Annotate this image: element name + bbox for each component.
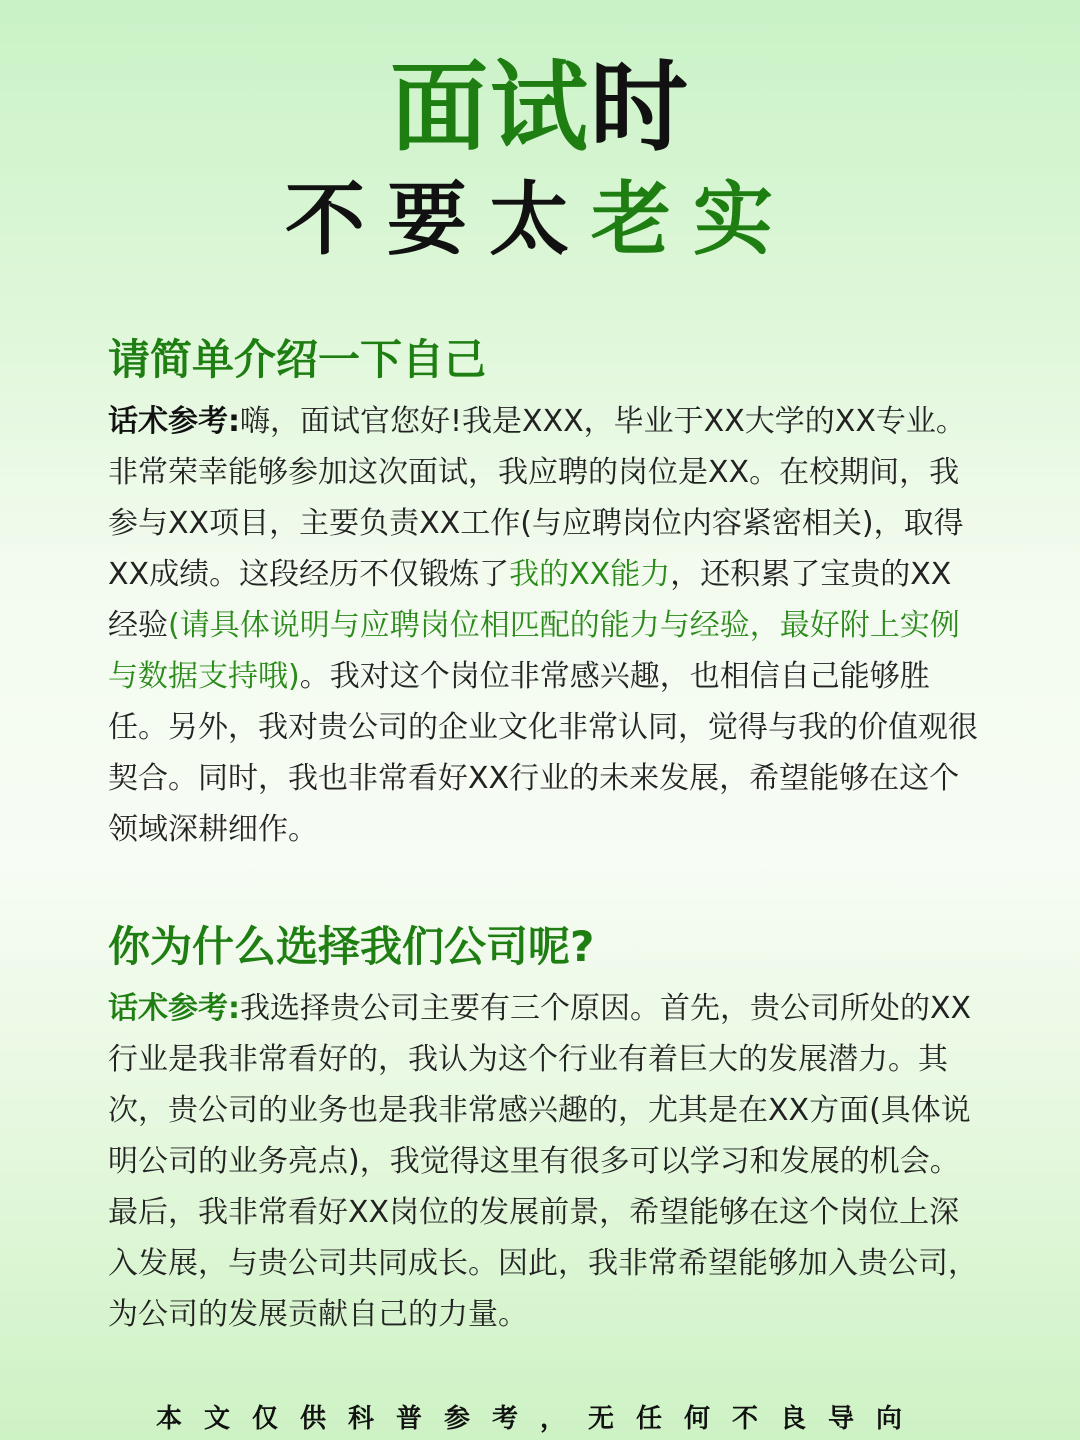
hero-title-line2 — [0, 170, 1080, 270]
body-text: 。我对这个岗位非常感兴趣，也相信自己能够胜任。另外，我对贵公司的企业文化非常认同，觉得与我的价值观很契合。同时，我也非常看好XX行业的未来发展，希望能够在这个领域深耕细作。 — [108, 659, 978, 847]
hero-subtitle-green-part: 老实 — [591, 173, 795, 266]
disclaimer-footer: 本文仅供科普参考，无任何不良导向 — [155, 1404, 924, 1434]
section-why-company — [108, 915, 978, 1340]
hero-title — [0, 52, 1080, 270]
script-lead-label: 话术参考: — [108, 404, 240, 439]
body-text: 我选择贵公司主要有三个原因。首先，贵公司所处的XX行业是我非常看好的，我认为这个行业有着巨大的发展潜力。其次，贵公司的业务也是我非常感兴趣的，尤其是在XX方面(具体说明公司的业务亮点)，我觉得这里有很多可以学习和发展的机会。最后，我非常看好XX岗位的发展前景，希望能够在这个岗位上深入发展，与贵公司共同成长。因此，我非常希望能够加入贵公司，为公司的发展贡献自己的力量。 — [108, 991, 978, 1332]
highlight-text: 我的XX能力 — [509, 557, 671, 592]
section-heading: 请简单介绍一下自己 — [108, 335, 487, 384]
highlight-text: (请具体说明与应聘岗位相匹配的能力与经验，最好附上实例与数据支持哦) — [108, 608, 960, 694]
hero-title-green-part: 面试 — [389, 51, 590, 165]
body-text: ，还积累了宝贵的XX经验 — [108, 557, 952, 643]
body-text: 嗨，面试官您好!我是XXX，毕业于XX大学的XX专业。非常荣幸能够参加这次面试，我应聘的岗位是XX。在校期间，我参与XX项目，主要负责XX工作(与应聘岗位内容紧密相关)，取得XX成绩。这段经历不仅锻炼了 — [108, 404, 966, 592]
hero-title-dark-part: 时 — [590, 51, 691, 165]
hero-title-line1 — [0, 52, 1080, 164]
section-body — [108, 396, 978, 855]
script-lead-label: 话术参考: — [108, 991, 240, 1026]
section-body — [108, 983, 978, 1340]
section-heading: 你为什么选择我们公司呢? — [108, 922, 595, 971]
section-self-intro — [108, 328, 978, 855]
hero-subtitle-dark-part: 不要太 — [285, 173, 591, 266]
